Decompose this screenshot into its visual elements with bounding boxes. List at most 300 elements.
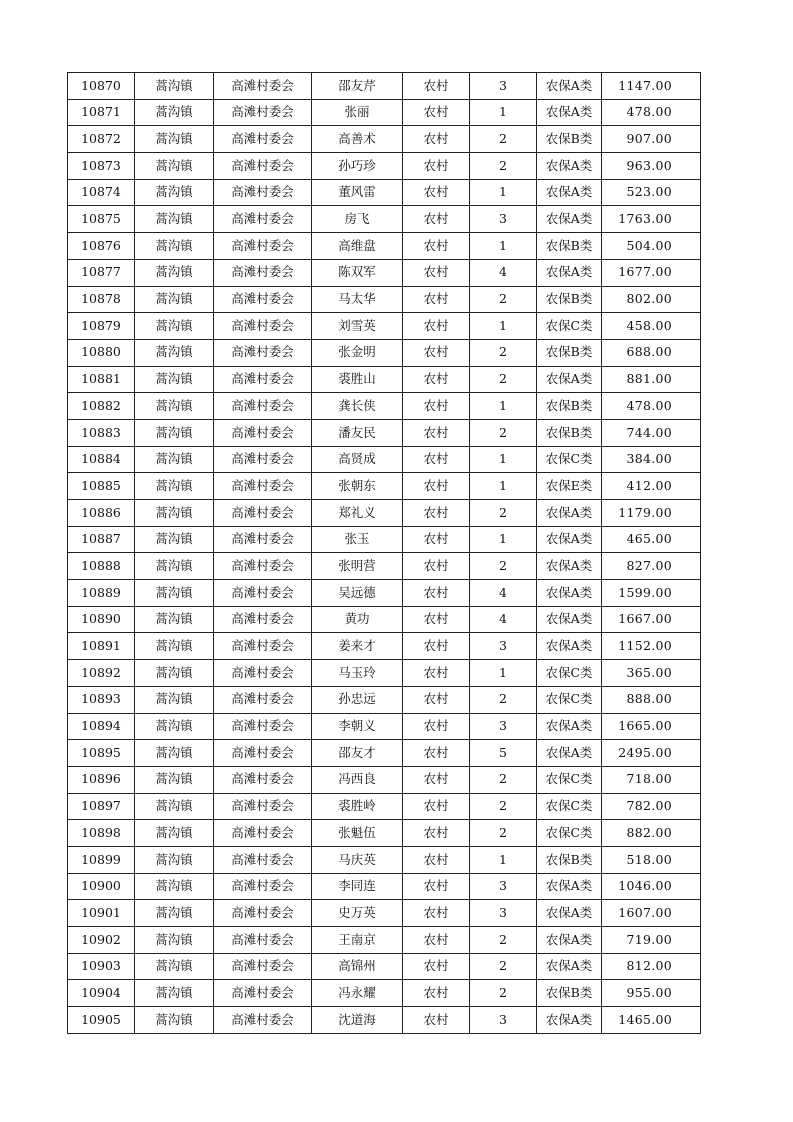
insurance-category-cell: 农保A类 (537, 927, 602, 954)
table-row (68, 206, 701, 233)
town-cell: 蒿沟镇 (135, 900, 214, 927)
record-id-cell: 10891 (68, 633, 135, 660)
record-id-cell: 10895 (68, 740, 135, 767)
household-type-cell: 农村 (403, 553, 470, 580)
insurance-category-cell: 农保A类 (537, 259, 602, 286)
member-count-cell: 2 (470, 766, 537, 793)
table-row (68, 713, 701, 740)
table-row (68, 873, 701, 900)
insurance-category-cell: 农保C类 (537, 820, 602, 847)
village-committee-cell: 高滩村委会 (214, 259, 312, 286)
village-committee-cell: 高滩村委会 (214, 393, 312, 420)
amount-cell: 1046.00 (602, 873, 701, 900)
town-cell: 蒿沟镇 (135, 366, 214, 393)
household-type-cell: 农村 (403, 419, 470, 446)
table-row (68, 366, 701, 393)
amount-cell: 2495.00 (602, 740, 701, 767)
member-count-cell: 2 (470, 500, 537, 527)
member-count-cell: 4 (470, 580, 537, 607)
person-name-cell: 张魁伍 (312, 820, 403, 847)
member-count-cell: 2 (470, 366, 537, 393)
record-id-cell: 10885 (68, 473, 135, 500)
person-name-cell: 董风雷 (312, 179, 403, 206)
person-name-cell: 张金明 (312, 339, 403, 366)
village-committee-cell: 高滩村委会 (214, 606, 312, 633)
member-count-cell: 4 (470, 606, 537, 633)
person-name-cell: 龚长侠 (312, 393, 403, 420)
table-row (68, 73, 701, 100)
record-id-cell: 10894 (68, 713, 135, 740)
member-count-cell: 1 (470, 313, 537, 340)
village-committee-cell: 高滩村委会 (214, 419, 312, 446)
record-id-cell: 10876 (68, 233, 135, 260)
amount-cell: 1665.00 (602, 713, 701, 740)
record-id-cell: 10892 (68, 660, 135, 687)
village-committee-cell: 高滩村委会 (214, 286, 312, 313)
insurance-category-cell: 农保A类 (537, 153, 602, 180)
insurance-category-cell: 农保B类 (537, 233, 602, 260)
table-row (68, 500, 701, 527)
person-name-cell: 高善术 (312, 126, 403, 153)
village-committee-cell: 高滩村委会 (214, 553, 312, 580)
insurance-category-cell: 农保A类 (537, 179, 602, 206)
town-cell: 蒿沟镇 (135, 686, 214, 713)
insurance-category-cell: 农保B类 (537, 980, 602, 1007)
table-row (68, 660, 701, 687)
village-committee-cell: 高滩村委会 (214, 153, 312, 180)
person-name-cell: 张丽 (312, 99, 403, 126)
person-name-cell: 张玉 (312, 526, 403, 553)
household-type-cell: 农村 (403, 313, 470, 340)
table-body (68, 73, 701, 1034)
amount-cell: 504.00 (602, 233, 701, 260)
insurance-category-cell: 农保B类 (537, 286, 602, 313)
town-cell: 蒿沟镇 (135, 419, 214, 446)
amount-cell: 412.00 (602, 473, 701, 500)
record-id-cell: 10897 (68, 793, 135, 820)
amount-cell: 365.00 (602, 660, 701, 687)
town-cell: 蒿沟镇 (135, 339, 214, 366)
amount-cell: 955.00 (602, 980, 701, 1007)
household-type-cell: 农村 (403, 980, 470, 1007)
household-type-cell: 农村 (403, 153, 470, 180)
household-type-cell: 农村 (403, 259, 470, 286)
record-id-cell: 10900 (68, 873, 135, 900)
household-type-cell: 农村 (403, 473, 470, 500)
town-cell: 蒿沟镇 (135, 126, 214, 153)
table-row (68, 179, 701, 206)
village-committee-cell: 高滩村委会 (214, 526, 312, 553)
household-type-cell: 农村 (403, 580, 470, 607)
member-count-cell: 3 (470, 206, 537, 233)
insurance-category-cell: 农保C类 (537, 793, 602, 820)
amount-cell: 1179.00 (602, 500, 701, 527)
amount-cell: 1677.00 (602, 259, 701, 286)
member-count-cell: 1 (470, 473, 537, 500)
person-name-cell: 邵友才 (312, 740, 403, 767)
village-committee-cell: 高滩村委会 (214, 473, 312, 500)
record-id-cell: 10877 (68, 259, 135, 286)
town-cell: 蒿沟镇 (135, 820, 214, 847)
person-name-cell: 黄功 (312, 606, 403, 633)
amount-cell: 478.00 (602, 99, 701, 126)
member-count-cell: 1 (470, 846, 537, 873)
record-id-cell: 10871 (68, 99, 135, 126)
town-cell: 蒿沟镇 (135, 393, 214, 420)
town-cell: 蒿沟镇 (135, 766, 214, 793)
person-name-cell: 高维盘 (312, 233, 403, 260)
table-row (68, 580, 701, 607)
member-count-cell: 3 (470, 1007, 537, 1034)
household-type-cell: 农村 (403, 366, 470, 393)
town-cell: 蒿沟镇 (135, 73, 214, 100)
town-cell: 蒿沟镇 (135, 846, 214, 873)
table-row (68, 126, 701, 153)
person-name-cell: 孙忠远 (312, 686, 403, 713)
person-name-cell: 潘友民 (312, 419, 403, 446)
household-type-cell: 农村 (403, 233, 470, 260)
insurance-category-cell: 农保A类 (537, 1007, 602, 1034)
village-committee-cell: 高滩村委会 (214, 99, 312, 126)
person-name-cell: 王南京 (312, 927, 403, 954)
town-cell: 蒿沟镇 (135, 633, 214, 660)
member-count-cell: 3 (470, 873, 537, 900)
insurance-category-cell: 农保A类 (537, 740, 602, 767)
table-row (68, 473, 701, 500)
amount-cell: 688.00 (602, 339, 701, 366)
record-id-cell: 10873 (68, 153, 135, 180)
person-name-cell: 房飞 (312, 206, 403, 233)
table-row (68, 553, 701, 580)
insurance-category-cell: 农保A类 (537, 580, 602, 607)
member-count-cell: 1 (470, 446, 537, 473)
table-row (68, 846, 701, 873)
table-row (68, 793, 701, 820)
town-cell: 蒿沟镇 (135, 713, 214, 740)
insurance-category-cell: 农保A类 (537, 99, 602, 126)
village-committee-cell: 高滩村委会 (214, 580, 312, 607)
household-type-cell: 农村 (403, 73, 470, 100)
amount-cell: 719.00 (602, 927, 701, 954)
amount-cell: 782.00 (602, 793, 701, 820)
insurance-category-cell: 农保A类 (537, 73, 602, 100)
insurance-category-cell: 农保C类 (537, 446, 602, 473)
town-cell: 蒿沟镇 (135, 500, 214, 527)
person-name-cell: 马庆英 (312, 846, 403, 873)
member-count-cell: 1 (470, 393, 537, 420)
village-committee-cell: 高滩村委会 (214, 927, 312, 954)
household-type-cell: 农村 (403, 1007, 470, 1034)
town-cell: 蒿沟镇 (135, 580, 214, 607)
insurance-category-cell: 农保E类 (537, 473, 602, 500)
insurance-category-cell: 农保A类 (537, 713, 602, 740)
table-row (68, 820, 701, 847)
record-id-cell: 10886 (68, 500, 135, 527)
person-name-cell: 高锦州 (312, 953, 403, 980)
table-row (68, 953, 701, 980)
household-type-cell: 农村 (403, 820, 470, 847)
member-count-cell: 3 (470, 73, 537, 100)
village-committee-cell: 高滩村委会 (214, 206, 312, 233)
person-name-cell: 马太华 (312, 286, 403, 313)
person-name-cell: 冯西良 (312, 766, 403, 793)
table-row (68, 606, 701, 633)
member-count-cell: 2 (470, 553, 537, 580)
insurance-category-cell: 农保A类 (537, 900, 602, 927)
record-id-cell: 10889 (68, 580, 135, 607)
household-type-cell: 农村 (403, 179, 470, 206)
table-row (68, 233, 701, 260)
village-committee-cell: 高滩村委会 (214, 846, 312, 873)
member-count-cell: 2 (470, 927, 537, 954)
village-committee-cell: 高滩村委会 (214, 873, 312, 900)
village-committee-cell: 高滩村委会 (214, 73, 312, 100)
member-count-cell: 2 (470, 339, 537, 366)
person-name-cell: 高贤成 (312, 446, 403, 473)
village-committee-cell: 高滩村委会 (214, 233, 312, 260)
member-count-cell: 3 (470, 633, 537, 660)
insurance-category-cell: 农保C类 (537, 313, 602, 340)
village-committee-cell: 高滩村委会 (214, 633, 312, 660)
member-count-cell: 5 (470, 740, 537, 767)
record-id-cell: 10887 (68, 526, 135, 553)
town-cell: 蒿沟镇 (135, 313, 214, 340)
household-type-cell: 农村 (403, 686, 470, 713)
village-committee-cell: 高滩村委会 (214, 366, 312, 393)
town-cell: 蒿沟镇 (135, 286, 214, 313)
village-committee-cell: 高滩村委会 (214, 686, 312, 713)
record-id-cell: 10893 (68, 686, 135, 713)
household-type-cell: 农村 (403, 126, 470, 153)
member-count-cell: 2 (470, 980, 537, 1007)
record-id-cell: 10882 (68, 393, 135, 420)
table-row (68, 286, 701, 313)
household-type-cell: 农村 (403, 339, 470, 366)
table-row (68, 419, 701, 446)
person-name-cell: 马玉玲 (312, 660, 403, 687)
record-id-cell: 10896 (68, 766, 135, 793)
member-count-cell: 2 (470, 153, 537, 180)
village-committee-cell: 高滩村委会 (214, 766, 312, 793)
amount-cell: 907.00 (602, 126, 701, 153)
amount-cell: 458.00 (602, 313, 701, 340)
household-type-cell: 农村 (403, 206, 470, 233)
member-count-cell: 2 (470, 286, 537, 313)
town-cell: 蒿沟镇 (135, 1007, 214, 1034)
record-id-cell: 10884 (68, 446, 135, 473)
person-name-cell: 李朝义 (312, 713, 403, 740)
village-committee-cell: 高滩村委会 (214, 660, 312, 687)
village-committee-cell: 高滩村委会 (214, 980, 312, 1007)
town-cell: 蒿沟镇 (135, 473, 214, 500)
town-cell: 蒿沟镇 (135, 606, 214, 633)
insurance-category-cell: 农保C类 (537, 766, 602, 793)
town-cell: 蒿沟镇 (135, 233, 214, 260)
person-name-cell: 裘胜岭 (312, 793, 403, 820)
amount-cell: 1465.00 (602, 1007, 701, 1034)
person-name-cell: 李同连 (312, 873, 403, 900)
household-type-cell: 农村 (403, 633, 470, 660)
insurance-category-cell: 农保B类 (537, 419, 602, 446)
amount-cell: 963.00 (602, 153, 701, 180)
data-table (67, 72, 701, 1034)
table-row (68, 313, 701, 340)
town-cell: 蒿沟镇 (135, 980, 214, 1007)
person-name-cell: 裘胜山 (312, 366, 403, 393)
person-name-cell: 吴远德 (312, 580, 403, 607)
household-type-cell: 农村 (403, 660, 470, 687)
record-id-cell: 10879 (68, 313, 135, 340)
record-id-cell: 10904 (68, 980, 135, 1007)
record-id-cell: 10905 (68, 1007, 135, 1034)
person-name-cell: 姜来才 (312, 633, 403, 660)
village-committee-cell: 高滩村委会 (214, 793, 312, 820)
member-count-cell: 2 (470, 820, 537, 847)
amount-cell: 523.00 (602, 179, 701, 206)
household-type-cell: 农村 (403, 900, 470, 927)
insurance-category-cell: 农保A类 (537, 606, 602, 633)
town-cell: 蒿沟镇 (135, 793, 214, 820)
village-committee-cell: 高滩村委会 (214, 820, 312, 847)
person-name-cell: 陈双军 (312, 259, 403, 286)
village-committee-cell: 高滩村委会 (214, 126, 312, 153)
member-count-cell: 2 (470, 953, 537, 980)
amount-cell: 827.00 (602, 553, 701, 580)
member-count-cell: 3 (470, 900, 537, 927)
town-cell: 蒿沟镇 (135, 740, 214, 767)
household-type-cell: 农村 (403, 99, 470, 126)
table-row (68, 153, 701, 180)
insurance-category-cell: 农保A类 (537, 206, 602, 233)
record-id-cell: 10903 (68, 953, 135, 980)
amount-cell: 518.00 (602, 846, 701, 873)
table-row (68, 766, 701, 793)
person-name-cell: 张明营 (312, 553, 403, 580)
table-row (68, 927, 701, 954)
record-id-cell: 10870 (68, 73, 135, 100)
record-id-cell: 10901 (68, 900, 135, 927)
town-cell: 蒿沟镇 (135, 953, 214, 980)
town-cell: 蒿沟镇 (135, 873, 214, 900)
record-id-cell: 10888 (68, 553, 135, 580)
amount-cell: 465.00 (602, 526, 701, 553)
person-name-cell: 沈道海 (312, 1007, 403, 1034)
member-count-cell: 1 (470, 179, 537, 206)
town-cell: 蒿沟镇 (135, 179, 214, 206)
person-name-cell: 史万英 (312, 900, 403, 927)
village-committee-cell: 高滩村委会 (214, 339, 312, 366)
record-id-cell: 10880 (68, 339, 135, 366)
table-row (68, 99, 701, 126)
amount-cell: 1152.00 (602, 633, 701, 660)
household-type-cell: 农村 (403, 793, 470, 820)
village-committee-cell: 高滩村委会 (214, 900, 312, 927)
insurance-category-cell: 农保B类 (537, 126, 602, 153)
amount-cell: 1667.00 (602, 606, 701, 633)
household-type-cell: 农村 (403, 446, 470, 473)
town-cell: 蒿沟镇 (135, 99, 214, 126)
household-type-cell: 农村 (403, 766, 470, 793)
amount-cell: 1599.00 (602, 580, 701, 607)
record-id-cell: 10899 (68, 846, 135, 873)
village-committee-cell: 高滩村委会 (214, 953, 312, 980)
insurance-category-cell: 农保A类 (537, 526, 602, 553)
village-committee-cell: 高滩村委会 (214, 713, 312, 740)
record-id-cell: 10874 (68, 179, 135, 206)
household-type-cell: 农村 (403, 713, 470, 740)
amount-cell: 802.00 (602, 286, 701, 313)
table-row (68, 339, 701, 366)
table-row (68, 259, 701, 286)
village-committee-cell: 高滩村委会 (214, 446, 312, 473)
person-name-cell: 冯永耀 (312, 980, 403, 1007)
household-type-cell: 农村 (403, 953, 470, 980)
record-id-cell: 10898 (68, 820, 135, 847)
amount-cell: 384.00 (602, 446, 701, 473)
insurance-category-cell: 农保A类 (537, 633, 602, 660)
amount-cell: 888.00 (602, 686, 701, 713)
insurance-category-cell: 农保C类 (537, 660, 602, 687)
household-type-cell: 农村 (403, 927, 470, 954)
household-type-cell: 农村 (403, 500, 470, 527)
person-name-cell: 刘雪英 (312, 313, 403, 340)
person-name-cell: 孙巧珍 (312, 153, 403, 180)
member-count-cell: 2 (470, 419, 537, 446)
household-type-cell: 农村 (403, 606, 470, 633)
person-name-cell: 邵友芹 (312, 73, 403, 100)
amount-cell: 1763.00 (602, 206, 701, 233)
amount-cell: 882.00 (602, 820, 701, 847)
village-committee-cell: 高滩村委会 (214, 1007, 312, 1034)
record-id-cell: 10902 (68, 927, 135, 954)
member-count-cell: 2 (470, 793, 537, 820)
record-id-cell: 10890 (68, 606, 135, 633)
insurance-category-cell: 农保A类 (537, 366, 602, 393)
table-row (68, 446, 701, 473)
record-id-cell: 10883 (68, 419, 135, 446)
insurance-category-cell: 农保B类 (537, 339, 602, 366)
insurance-category-cell: 农保C类 (537, 686, 602, 713)
amount-cell: 718.00 (602, 766, 701, 793)
member-count-cell: 1 (470, 526, 537, 553)
person-name-cell: 张朝东 (312, 473, 403, 500)
amount-cell: 812.00 (602, 953, 701, 980)
household-type-cell: 农村 (403, 846, 470, 873)
table-row (68, 686, 701, 713)
record-id-cell: 10878 (68, 286, 135, 313)
town-cell: 蒿沟镇 (135, 553, 214, 580)
record-id-cell: 10881 (68, 366, 135, 393)
member-count-cell: 3 (470, 713, 537, 740)
household-type-cell: 农村 (403, 393, 470, 420)
household-type-cell: 农村 (403, 740, 470, 767)
insurance-category-cell: 农保A类 (537, 953, 602, 980)
table-row (68, 526, 701, 553)
insurance-category-cell: 农保A类 (537, 500, 602, 527)
insurance-category-cell: 农保A类 (537, 553, 602, 580)
table-row (68, 900, 701, 927)
table-row (68, 1007, 701, 1034)
member-count-cell: 1 (470, 233, 537, 260)
village-committee-cell: 高滩村委会 (214, 740, 312, 767)
amount-cell: 744.00 (602, 419, 701, 446)
table-row (68, 740, 701, 767)
town-cell: 蒿沟镇 (135, 206, 214, 233)
table-row (68, 633, 701, 660)
amount-cell: 1147.00 (602, 73, 701, 100)
village-committee-cell: 高滩村委会 (214, 500, 312, 527)
village-committee-cell: 高滩村委会 (214, 179, 312, 206)
